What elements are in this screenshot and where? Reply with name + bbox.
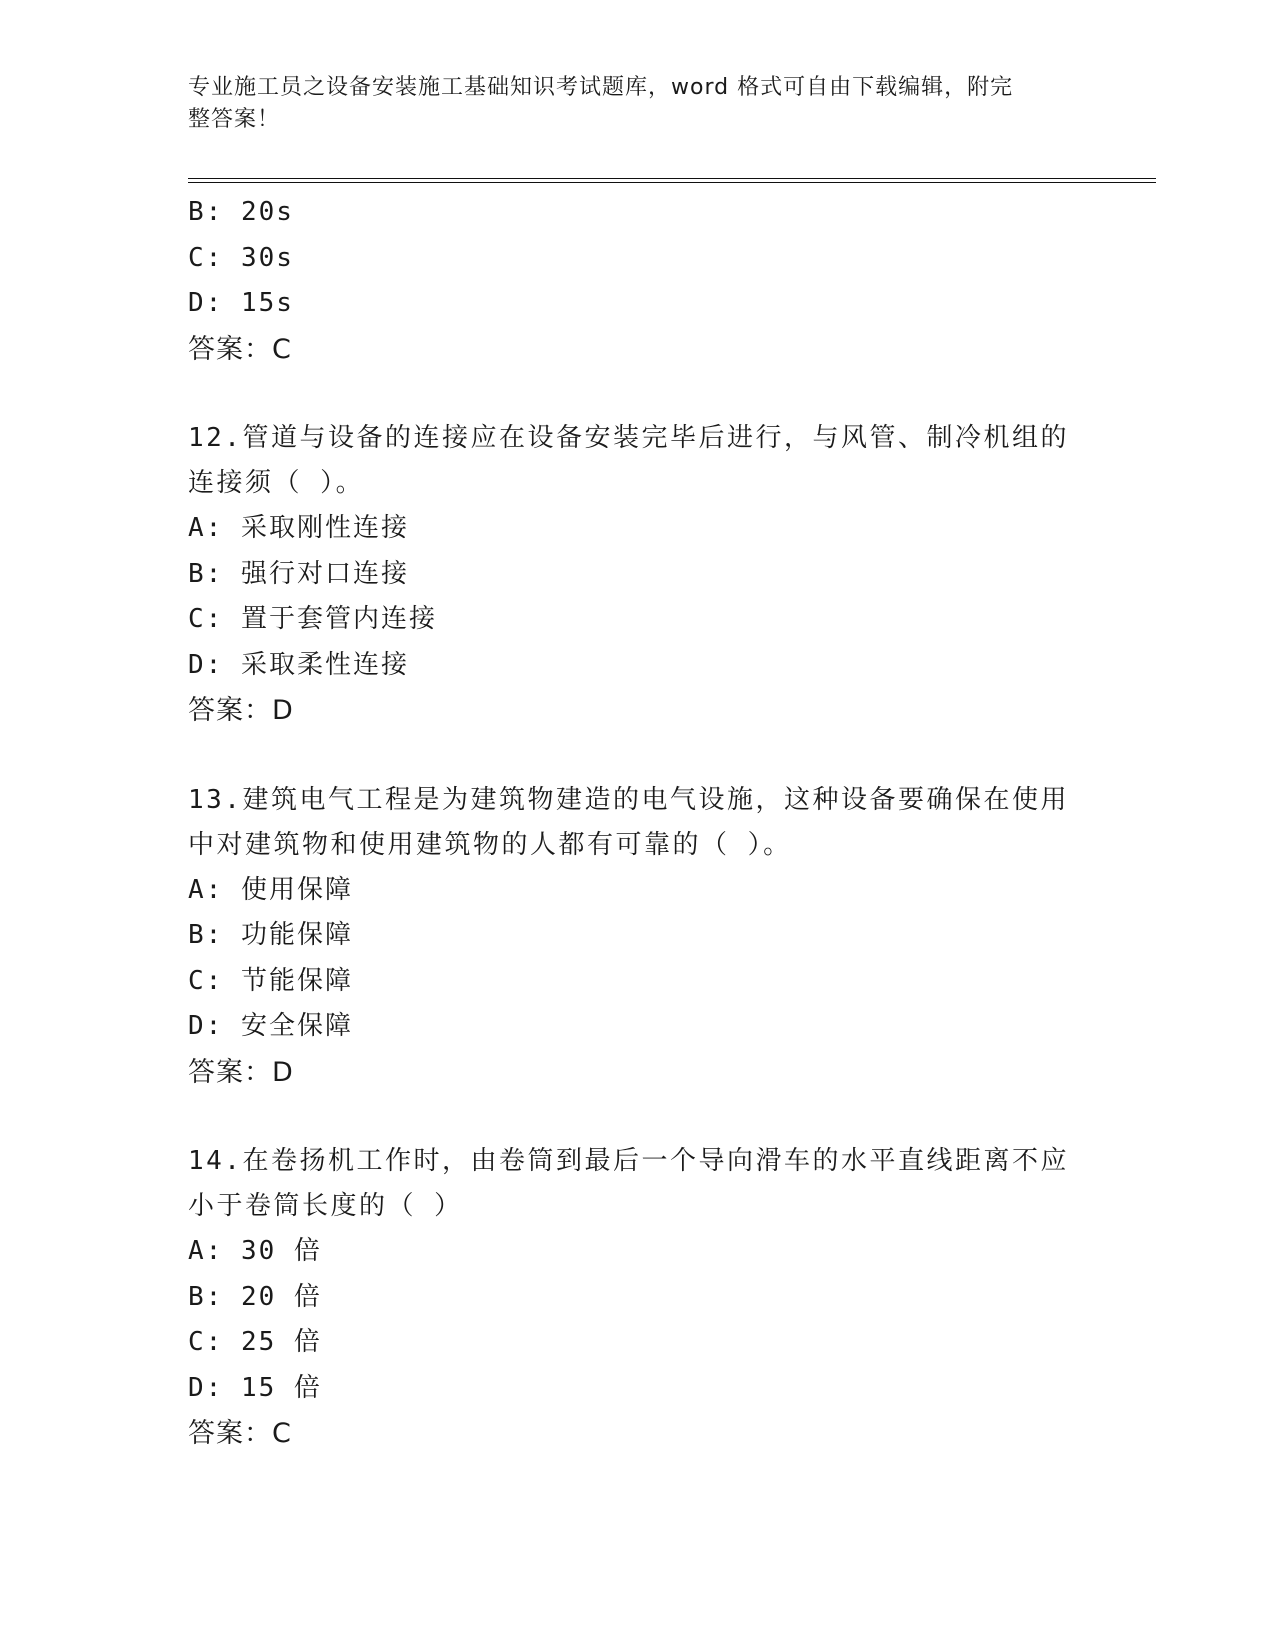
question-text-line: 中对建筑物和使用建筑物的人都有可靠的（ ）。 <box>188 829 792 860</box>
question-text <box>188 1139 1068 1229</box>
header-line-2: 整答案！ <box>188 107 281 132</box>
option-a: A: 使用保障 <box>188 874 353 905</box>
option-c: C: 25 倍 <box>188 1327 322 1357</box>
answer-label: 答案：D <box>188 1056 294 1088</box>
question-text-line: 13.建筑电气工程是为建筑物建造的电气设施，这种设备要确保在使用 <box>188 784 1069 815</box>
question-text-line: 14.在卷扬机工作时，由卷筒到最后一个导向滑车的水平直线距离不应 <box>188 1146 1069 1176</box>
answer-label: 答案：C <box>188 1418 292 1449</box>
option-a: A: 30 倍 <box>188 1236 322 1266</box>
option-b: B: 20 倍 <box>188 1281 322 1312</box>
question-12 <box>188 416 1088 734</box>
question-text <box>188 416 1068 506</box>
option-c: C: 30s <box>188 242 294 273</box>
option-d: D: 采取柔性连接 <box>188 649 409 680</box>
option-d: D: 15 倍 <box>188 1372 322 1403</box>
question-text-line: 12.管道与设备的连接应在设备安装完毕后进行，与风管、制冷机组的 <box>188 423 1069 453</box>
question-14 <box>188 1139 1088 1457</box>
option-c: C: 节能保障 <box>188 965 353 996</box>
answer-label: 答案：D <box>188 695 294 726</box>
option-b: B: 功能保障 <box>188 920 353 950</box>
option-d: D: 15s <box>188 288 294 318</box>
option-b: B: 强行对口连接 <box>188 558 409 589</box>
question-fragment <box>188 190 1088 372</box>
option-d: D: 安全保障 <box>188 1011 353 1041</box>
question-text-line: 连接须（ ）。 <box>188 468 365 498</box>
question-13 <box>188 778 1088 1096</box>
document-header <box>188 72 1068 136</box>
option-b: B: 20s <box>188 197 294 227</box>
option-a: A: 采取刚性连接 <box>188 513 409 543</box>
header-line-1: 专业施工员之设备安装施工基础知识考试题库，word 格式可自由下载编辑，附完 <box>188 75 1014 100</box>
answer-label: 答案：C <box>188 333 292 365</box>
question-list <box>188 190 1088 1457</box>
option-c: C: 置于套管内连接 <box>188 604 437 634</box>
question-text <box>188 778 1068 868</box>
question-text-line: 小于卷筒长度的（ ） <box>188 1191 463 1221</box>
header-divider <box>188 178 1156 183</box>
